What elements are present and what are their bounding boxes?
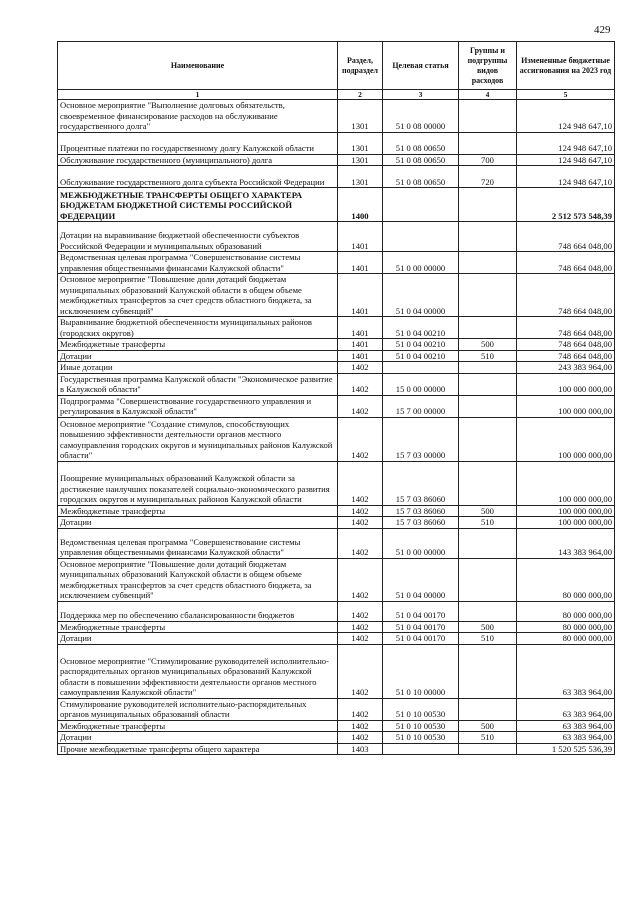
row-expense-group <box>459 373 517 395</box>
row-target-article: 51 0 04 00170 <box>383 601 459 621</box>
row-name: Поощрение муниципальных образований Калужской области за достижение наилучших показателей социально-экономического развития городских округов и муниципальных районов Калужской области <box>58 461 338 505</box>
row-expense-group <box>459 252 517 274</box>
row-target-article: 15 7 03 00000 <box>383 417 459 461</box>
row-amount: 100 000 000,00 <box>517 373 615 395</box>
row-section: 1402 <box>338 732 383 744</box>
row-expense-group <box>459 558 517 601</box>
row-section: 1402 <box>338 373 383 395</box>
row-amount: 748 664 048,00 <box>517 317 615 339</box>
row-target-article: 51 0 04 00210 <box>383 350 459 362</box>
row-section: 1401 <box>338 317 383 339</box>
row-name: Дотации <box>58 633 338 645</box>
row-target-article: 51 0 08 00650 <box>383 132 459 154</box>
header-name: Наименование <box>58 42 338 90</box>
row-name: МЕЖБЮДЖЕТНЫЕ ТРАНСФЕРТЫ ОБЩЕГО ХАРАКТЕРА БЮДЖЕТАМ БЮДЖЕТНОЙ СИСТЕМЫ РОССИЙСКОЙ ФЕДЕРАЦИИ <box>58 188 338 222</box>
row-name: Дотации на выравнивание бюджетной обеспеченности субъектов Российской Федерации и муниципальных образований <box>58 222 338 252</box>
row-expense-group <box>459 528 517 558</box>
row-amount: 63 383 964,00 <box>517 720 615 732</box>
table-row <box>58 362 615 374</box>
table-row <box>58 743 615 755</box>
column-number: 5 <box>517 90 615 100</box>
row-expense-group: 510 <box>459 732 517 744</box>
row-target-article <box>383 362 459 374</box>
row-amount: 748 664 048,00 <box>517 339 615 351</box>
row-expense-group: 510 <box>459 517 517 529</box>
row-amount: 748 664 048,00 <box>517 274 615 317</box>
row-section: 1402 <box>338 395 383 417</box>
row-expense-group <box>459 132 517 154</box>
table-row <box>58 166 615 188</box>
row-name: Дотации <box>58 732 338 744</box>
row-section: 1402 <box>338 558 383 601</box>
row-target-article: 51 0 04 00170 <box>383 621 459 633</box>
row-section: 1402 <box>338 528 383 558</box>
row-amount: 100 000 000,00 <box>517 461 615 505</box>
row-section: 1402 <box>338 633 383 645</box>
row-amount: 100 000 000,00 <box>517 505 615 517</box>
row-expense-group <box>459 395 517 417</box>
column-number-row <box>58 90 615 100</box>
header-amount: Измененные бюджетные ассигнования на 2023 год <box>517 42 615 90</box>
table-row <box>58 517 615 529</box>
row-name: Подпрограмма "Совершенствование государственного управления и регулирования в Калужской области" <box>58 395 338 417</box>
row-section: 1401 <box>338 350 383 362</box>
row-target-article: 51 0 10 00530 <box>383 698 459 720</box>
row-amount: 748 664 048,00 <box>517 350 615 362</box>
table-row <box>58 154 615 166</box>
row-target-article: 15 7 03 86060 <box>383 517 459 529</box>
table-row <box>58 222 615 252</box>
row-name: Стимулирование руководителей исполнительно-распорядительных органов муниципальных образований области <box>58 698 338 720</box>
table-row <box>58 373 615 395</box>
row-amount: 2 512 573 548,39 <box>517 188 615 222</box>
row-expense-group: 510 <box>459 350 517 362</box>
row-amount: 100 000 000,00 <box>517 417 615 461</box>
row-name: Межбюджетные трансферты <box>58 720 338 732</box>
row-expense-group <box>459 317 517 339</box>
row-expense-group <box>459 274 517 317</box>
row-target-article: 51 0 08 00650 <box>383 166 459 188</box>
row-target-article: 51 0 08 00650 <box>383 154 459 166</box>
row-section: 1402 <box>338 621 383 633</box>
row-section: 1400 <box>338 188 383 222</box>
row-target-article: 51 0 10 00530 <box>383 732 459 744</box>
row-target-article: 51 0 10 00000 <box>383 644 459 698</box>
row-amount: 243 383 964,00 <box>517 362 615 374</box>
table-row <box>58 528 615 558</box>
table-row <box>58 505 615 517</box>
table-row <box>58 188 615 222</box>
table-row <box>58 395 615 417</box>
row-section: 1301 <box>338 100 383 133</box>
table-row <box>58 339 615 351</box>
row-name: Межбюджетные трансферты <box>58 621 338 633</box>
row-expense-group <box>459 100 517 133</box>
row-target-article: 51 0 00 00000 <box>383 528 459 558</box>
row-target-article: 51 0 04 00000 <box>383 558 459 601</box>
row-target-article <box>383 222 459 252</box>
row-target-article: 15 7 00 00000 <box>383 395 459 417</box>
row-expense-group: 720 <box>459 166 517 188</box>
table-row <box>58 720 615 732</box>
row-expense-group <box>459 222 517 252</box>
row-section: 1301 <box>338 132 383 154</box>
table-row <box>58 274 615 317</box>
row-name: Основное мероприятие "Повышение доли дотаций бюджетам муниципальных образований Калужской области в общем объеме межбюджетных трансфертов за счет средств областного бюджета, за исключением субвенций" <box>58 558 338 601</box>
row-name: Дотации <box>58 517 338 529</box>
row-expense-group: 510 <box>459 633 517 645</box>
row-section: 1402 <box>338 601 383 621</box>
row-expense-group: 500 <box>459 339 517 351</box>
row-name: Основное мероприятие "Стимулирование руководителей исполнительно-распорядительных органов муниципальных образований Калужской области в повышении эффективности деятельности органов местного самоуправления Калужской области" <box>58 644 338 698</box>
row-amount: 80 000 000,00 <box>517 633 615 645</box>
row-amount: 100 000 000,00 <box>517 395 615 417</box>
row-section: 1402 <box>338 720 383 732</box>
row-name: Выравнивание бюджетной обеспеченности муниципальных районов (городских округов) <box>58 317 338 339</box>
table-row <box>58 601 615 621</box>
row-expense-group: 500 <box>459 720 517 732</box>
row-section: 1402 <box>338 517 383 529</box>
table-row <box>58 350 615 362</box>
row-section: 1402 <box>338 362 383 374</box>
row-name: Ведомственная целевая программа "Совершенствование системы управления общественными финансами Калужской области" <box>58 528 338 558</box>
row-name: Прочие межбюджетные трансферты общего характера <box>58 743 338 755</box>
table-row <box>58 417 615 461</box>
row-section: 1403 <box>338 743 383 755</box>
row-name: Иные дотации <box>58 362 338 374</box>
row-amount: 124 948 647,10 <box>517 154 615 166</box>
table-row <box>58 252 615 274</box>
row-target-article: 51 0 10 00530 <box>383 720 459 732</box>
row-section: 1401 <box>338 274 383 317</box>
row-amount: 63 383 964,00 <box>517 698 615 720</box>
table-row <box>58 132 615 154</box>
row-expense-group: 500 <box>459 621 517 633</box>
column-number: 2 <box>338 90 383 100</box>
row-expense-group <box>459 601 517 621</box>
table-body <box>58 100 615 755</box>
row-target-article: 51 0 08 00000 <box>383 100 459 133</box>
row-amount: 63 383 964,00 <box>517 644 615 698</box>
row-amount: 80 000 000,00 <box>517 621 615 633</box>
column-number: 4 <box>459 90 517 100</box>
row-name: Процентные платежи по государственному долгу Калужской области <box>58 132 338 154</box>
row-target-article: 15 0 00 00000 <box>383 373 459 395</box>
row-section: 1301 <box>338 154 383 166</box>
row-amount: 748 664 048,00 <box>517 222 615 252</box>
table-row <box>58 317 615 339</box>
row-target-article: 51 0 04 00210 <box>383 317 459 339</box>
row-expense-group <box>459 698 517 720</box>
row-amount: 124 948 647,10 <box>517 166 615 188</box>
row-section: 1401 <box>338 222 383 252</box>
row-expense-group <box>459 461 517 505</box>
row-amount: 80 000 000,00 <box>517 558 615 601</box>
table-row <box>58 732 615 744</box>
row-expense-group <box>459 362 517 374</box>
row-target-article: 51 0 04 00210 <box>383 339 459 351</box>
row-name: Обслуживание государственного (муниципального) долга <box>58 154 338 166</box>
row-name: Ведомственная целевая программа "Совершенствование системы управления общественными финансами Калужской области" <box>58 252 338 274</box>
row-section: 1402 <box>338 461 383 505</box>
table-row <box>58 461 615 505</box>
row-amount: 143 383 964,00 <box>517 528 615 558</box>
row-target-article: 51 0 00 00000 <box>383 252 459 274</box>
row-expense-group: 500 <box>459 505 517 517</box>
row-amount: 63 383 964,00 <box>517 732 615 744</box>
row-section: 1401 <box>338 252 383 274</box>
row-amount: 124 948 647,10 <box>517 100 615 133</box>
row-name: Межбюджетные трансферты <box>58 339 338 351</box>
row-target-article: 15 7 03 86060 <box>383 461 459 505</box>
row-name: Обслуживание государственного долга субъекта Российской Федерации <box>58 166 338 188</box>
row-amount: 1 520 525 536,39 <box>517 743 615 755</box>
row-target-article: 51 0 04 00000 <box>383 274 459 317</box>
row-target-article: 15 7 03 86060 <box>383 505 459 517</box>
table-row <box>58 558 615 601</box>
header-section: Раздел, подраздел <box>338 42 383 90</box>
row-expense-group <box>459 743 517 755</box>
table-row <box>58 621 615 633</box>
table-row <box>58 633 615 645</box>
page-number: 429 <box>594 24 611 36</box>
column-number: 1 <box>58 90 338 100</box>
row-section: 1402 <box>338 698 383 720</box>
row-section: 1301 <box>338 166 383 188</box>
row-name: Дотации <box>58 350 338 362</box>
row-target-article <box>383 743 459 755</box>
row-expense-group <box>459 417 517 461</box>
row-target-article: 51 0 04 00170 <box>383 633 459 645</box>
row-section: 1401 <box>338 339 383 351</box>
table-row <box>58 100 615 133</box>
row-name: Поддержка мер по обеспечению сбалансированности бюджетов <box>58 601 338 621</box>
row-target-article <box>383 188 459 222</box>
table-row <box>58 698 615 720</box>
row-expense-group <box>459 644 517 698</box>
row-section: 1402 <box>338 644 383 698</box>
row-amount: 100 000 000,00 <box>517 517 615 529</box>
row-amount: 124 948 647,10 <box>517 132 615 154</box>
row-section: 1402 <box>338 505 383 517</box>
header-article: Целевая статья <box>383 42 459 90</box>
header-group: Группы и подгруппы видов расходов <box>459 42 517 90</box>
row-name: Основное мероприятие "Повышение доли дотаций бюджетам муниципальных образований Калужской области в общем объеме межбюджетных трансфертов за счет средств областного бюджета, за исключением субвенций" <box>58 274 338 317</box>
row-name: Основное мероприятие "Создание стимулов, способствующих повышению эффективности деятельности органов местного самоуправления городских округов и муниципальных районов Калужской области" <box>58 417 338 461</box>
row-section: 1402 <box>338 417 383 461</box>
row-name: Государственная программа Калужской области "Экономическое развитие в Калужской области" <box>58 373 338 395</box>
column-number: 3 <box>383 90 459 100</box>
row-expense-group: 700 <box>459 154 517 166</box>
budget-allocation-table <box>57 41 615 755</box>
row-expense-group <box>459 188 517 222</box>
row-amount: 80 000 000,00 <box>517 601 615 621</box>
table-row <box>58 644 615 698</box>
row-amount: 748 664 048,00 <box>517 252 615 274</box>
table-header-row <box>58 42 615 90</box>
row-name: Основное мероприятие "Выполнение долговых обязательств, своевременное финансирование расходов на обслуживание государственного долга" <box>58 100 338 133</box>
row-name: Межбюджетные трансферты <box>58 505 338 517</box>
